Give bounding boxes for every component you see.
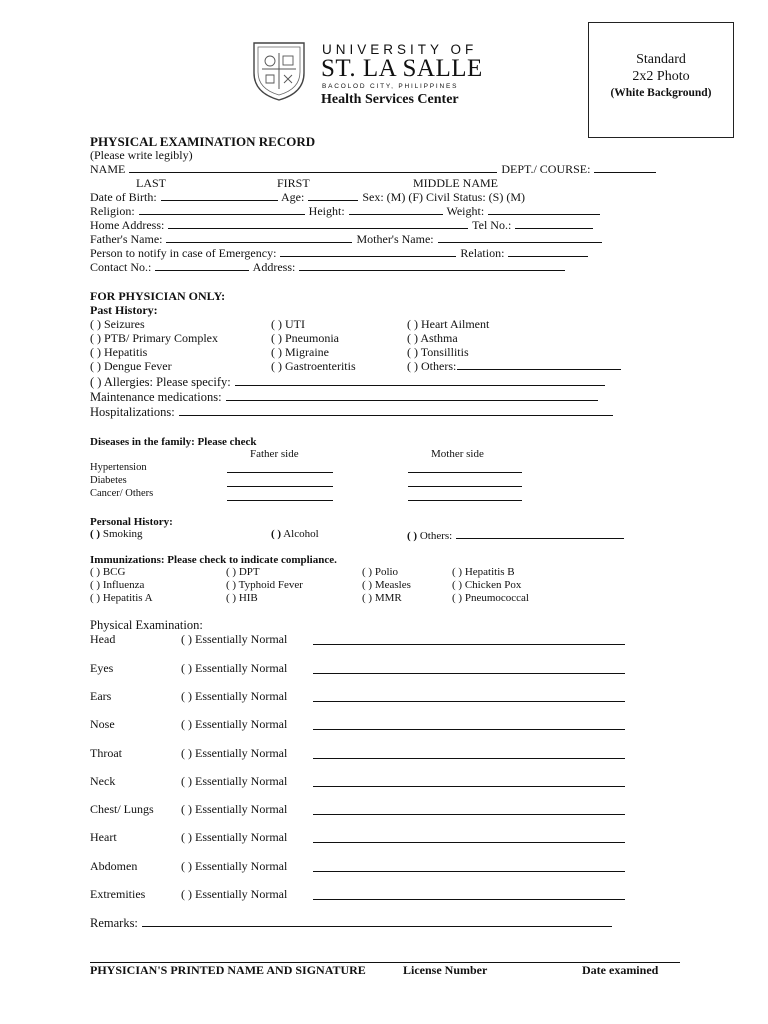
essentially-normal-option[interactable]: ( ) Essentially Normal (181, 689, 288, 703)
hospitalizations-label: Hospitalizations: (90, 405, 175, 419)
exam-part-label: Neck (90, 774, 116, 788)
exam-part-label: Chest/ Lungs (90, 802, 154, 816)
religion-row (90, 204, 601, 219)
hospitalizations-row (90, 405, 614, 420)
remarks-label: Remarks: (90, 916, 138, 930)
mother-label: Mother's Name: (356, 232, 434, 246)
exam-part-label: Head (90, 632, 116, 646)
essentially-normal-option[interactable]: ( ) Essentially Normal (181, 717, 288, 731)
past-history-heading: Past History: (90, 303, 158, 317)
family-heading: Diseases in the family: Please check (90, 436, 257, 448)
past-history-item[interactable]: ( ) Migraine (271, 345, 329, 359)
date-examined-label: Date examined (582, 963, 659, 977)
exam-part-label: Throat (90, 746, 122, 760)
alcohol-option[interactable] (271, 528, 319, 540)
height-field[interactable] (349, 204, 443, 215)
age-field[interactable] (308, 190, 358, 201)
immunizations-col3 (362, 566, 411, 605)
name-field[interactable] (129, 162, 497, 173)
smoking-option[interactable] (90, 528, 143, 540)
dob-label: Date of Birth: (90, 190, 157, 204)
personal-others-option[interactable] (407, 528, 625, 542)
health-center-title: Health Services Center (321, 92, 459, 107)
exam-findings-field[interactable] (313, 719, 625, 730)
exam-findings-field[interactable] (313, 861, 625, 872)
exam-part-label: Extremities (90, 887, 146, 901)
essentially-normal-option[interactable]: ( ) Essentially Normal (181, 802, 288, 816)
past-history-col1 (90, 317, 218, 373)
university-seal (246, 37, 312, 103)
family-condition: Hypertension (90, 462, 147, 473)
remarks-field[interactable] (142, 916, 612, 927)
university-name-line1: UNIVERSITY OF (322, 42, 478, 57)
mother-side-field[interactable] (408, 476, 522, 487)
exam-findings-field[interactable] (313, 691, 625, 702)
emergency-row (90, 246, 589, 261)
name-label: NAME (90, 162, 126, 176)
essentially-normal-option[interactable]: ( ) Essentially Normal (181, 746, 288, 760)
address-label: Address: (252, 260, 296, 274)
photo-box-line1: Standard (636, 52, 686, 67)
dept-field[interactable] (594, 162, 656, 173)
essentially-normal-option[interactable]: ( ) Essentially Normal (181, 830, 288, 844)
height-label: Height: (308, 204, 345, 218)
immunization-item[interactable]: ( ) Pneumococcal (452, 592, 529, 604)
immunization-item[interactable]: ( ) Measles (362, 579, 411, 591)
father-side-label: Father side (250, 448, 299, 460)
immunization-item[interactable]: ( ) Chicken Pox (452, 579, 522, 591)
essentially-normal-option[interactable]: ( ) Essentially Normal (181, 887, 288, 901)
father-side-fields (226, 462, 334, 501)
exam-part-label: Ears (90, 689, 112, 703)
essentially-normal-option[interactable]: ( ) Essentially Normal (181, 774, 288, 788)
relation-field[interactable] (508, 246, 588, 257)
exam-findings-field[interactable] (313, 776, 625, 787)
immunizations-col2 (226, 566, 303, 605)
father-side-field[interactable] (227, 462, 333, 473)
personal-others-field[interactable] (456, 528, 624, 539)
exam-findings-field[interactable] (313, 748, 625, 759)
father-field[interactable] (166, 232, 352, 243)
home-address-label: Home Address: (90, 218, 165, 232)
immunization-item[interactable]: ( ) Hepatitis A (90, 592, 153, 604)
name-row (90, 162, 657, 177)
past-history-item[interactable]: ( ) Seizures (90, 317, 145, 331)
personal-others-label: Others: (419, 530, 453, 542)
family-condition: Diabetes (90, 475, 127, 486)
name-part-middle: MIDDLE NAME (413, 176, 498, 190)
maintenance-field[interactable] (226, 390, 598, 401)
allergies-field[interactable] (235, 375, 605, 386)
form-title: PHYSICAL EXAMINATION RECORD (90, 134, 316, 149)
immunizations-heading: Immunizations: Please check to indicate compliance. (90, 554, 337, 566)
father-side-field[interactable] (227, 490, 333, 501)
seal-graphic (246, 37, 312, 103)
hospitalizations-field[interactable] (179, 405, 613, 416)
exam-findings-field[interactable] (313, 889, 625, 900)
weight-field[interactable] (488, 204, 600, 215)
past-history-col2 (271, 317, 356, 373)
university-name-line2: ST. LA SALLE (321, 55, 483, 82)
parents-row (90, 232, 603, 247)
tel-field[interactable] (515, 218, 593, 229)
name-part-first: FIRST (277, 176, 310, 190)
exam-findings-field[interactable] (313, 663, 625, 674)
family-condition: Cancer/ Others (90, 488, 154, 499)
alcohol-label: Alcohol (283, 528, 319, 540)
essentially-normal-option[interactable]: ( ) Essentially Normal (181, 632, 288, 646)
photo-box-line2: 2x2 Photo (632, 69, 690, 84)
past-history-item[interactable]: ( ) Hepatitis (90, 345, 148, 359)
past-history-item[interactable]: ( ) Gastroenteritis (271, 359, 356, 373)
home-address-field[interactable] (168, 218, 468, 229)
past-history-item[interactable]: ( ) Dengue Fever (90, 359, 172, 373)
smoking-label: Smoking (102, 528, 143, 540)
past-others-field[interactable] (457, 359, 621, 370)
essentially-normal-option[interactable]: ( ) Essentially Normal (181, 661, 288, 675)
immunization-item[interactable]: ( ) MMR (362, 592, 402, 604)
religion-field[interactable] (139, 204, 305, 215)
religion-label: Religion: (90, 204, 135, 218)
allergies-row (90, 375, 606, 390)
contact-label: Contact No.: (90, 260, 152, 274)
dept-label: DEPT./ COURSE: (501, 162, 591, 176)
exam-findings-field[interactable] (313, 634, 625, 645)
name-part-last: LAST (136, 176, 166, 190)
immunizations-col4 (452, 566, 529, 605)
family-conditions (90, 461, 153, 500)
checkbox-paren[interactable]: ( ) (271, 528, 282, 540)
past-history-item[interactable]: ( ) Heart Ailment (407, 317, 490, 331)
weight-label: Weight: (446, 204, 485, 218)
immunization-item[interactable]: ( ) Polio (362, 566, 399, 578)
license-number-label: License Number (403, 963, 488, 977)
exam-part-label: Nose (90, 717, 115, 731)
mother-side-field[interactable] (408, 462, 522, 473)
checkbox-paren[interactable]: ( ) (407, 530, 418, 542)
past-history-item[interactable]: ( ) PTB/ Primary Complex (90, 331, 218, 345)
mother-side-field[interactable] (408, 490, 522, 501)
physician-signature-label: PHYSICIAN'S PRINTED NAME AND SIGNATURE (90, 963, 366, 977)
father-label: Father's Name: (90, 232, 163, 246)
dob-row (90, 190, 525, 205)
personal-history-heading: Personal History: (90, 516, 173, 528)
exam-part-label: Heart (90, 830, 117, 844)
dob-field[interactable] (161, 190, 278, 201)
physical-exam-heading: Physical Examination: (90, 618, 203, 632)
photo-box (588, 22, 734, 138)
form-subtitle: (Please write legibly) (90, 148, 193, 162)
essentially-normal-option[interactable]: ( ) Essentially Normal (181, 859, 288, 873)
mother-field[interactable] (438, 232, 602, 243)
contact-row (90, 260, 566, 275)
father-side-field[interactable] (227, 476, 333, 487)
immunization-item[interactable]: ( ) Hepatitis B (452, 566, 515, 578)
past-history-item[interactable]: ( ) Others: (407, 359, 457, 373)
checkbox-paren[interactable]: ( ) (90, 528, 101, 540)
remarks-row (90, 916, 613, 931)
home-address-row (90, 218, 594, 233)
tel-label: Tel No.: (472, 218, 512, 232)
photo-box-line3: (White Background) (610, 87, 712, 99)
maintenance-row (90, 390, 599, 405)
immunization-item[interactable]: ( ) Typhoid Fever (226, 579, 303, 591)
immunization-item[interactable]: ( ) BCG (90, 566, 126, 578)
mother-side-label: Mother side (431, 448, 484, 460)
address-field[interactable] (299, 260, 565, 271)
maintenance-label: Maintenance medications: (90, 390, 222, 404)
past-history-item[interactable]: ( ) UTI (271, 317, 305, 331)
past-history-item[interactable]: ( ) Pneumonia (271, 331, 339, 345)
physician-heading: FOR PHYSICIAN ONLY: (90, 289, 226, 303)
allergies-label[interactable]: ( ) Allergies: Please specify: (90, 375, 231, 389)
exam-findings-field[interactable] (313, 804, 625, 815)
emergency-label: Person to notify in case of Emergency: (90, 246, 277, 260)
contact-field[interactable] (155, 260, 249, 271)
immunization-item[interactable]: ( ) DPT (226, 566, 260, 578)
immunizations-col1 (90, 566, 153, 605)
age-label: Age: (281, 190, 305, 204)
past-history-col3 (407, 317, 622, 373)
sex-civil-label: Sex: (M) (F) Civil Status: (S) (M) (362, 190, 525, 204)
mother-side-fields (407, 462, 523, 501)
exam-part-label: Eyes (90, 661, 114, 675)
emergency-field[interactable] (280, 246, 456, 257)
past-history-item[interactable]: ( ) Asthma (407, 331, 458, 345)
immunization-item[interactable]: ( ) Influenza (90, 579, 145, 591)
exam-findings-field[interactable] (313, 832, 625, 843)
exam-part-label: Abdomen (90, 859, 138, 873)
university-location: BACOLOD CITY, PHILIPPINES (322, 83, 459, 90)
past-history-item[interactable]: ( ) Tonsillitis (407, 345, 469, 359)
immunization-item[interactable]: ( ) HIB (226, 592, 258, 604)
relation-label: Relation: (460, 246, 505, 260)
